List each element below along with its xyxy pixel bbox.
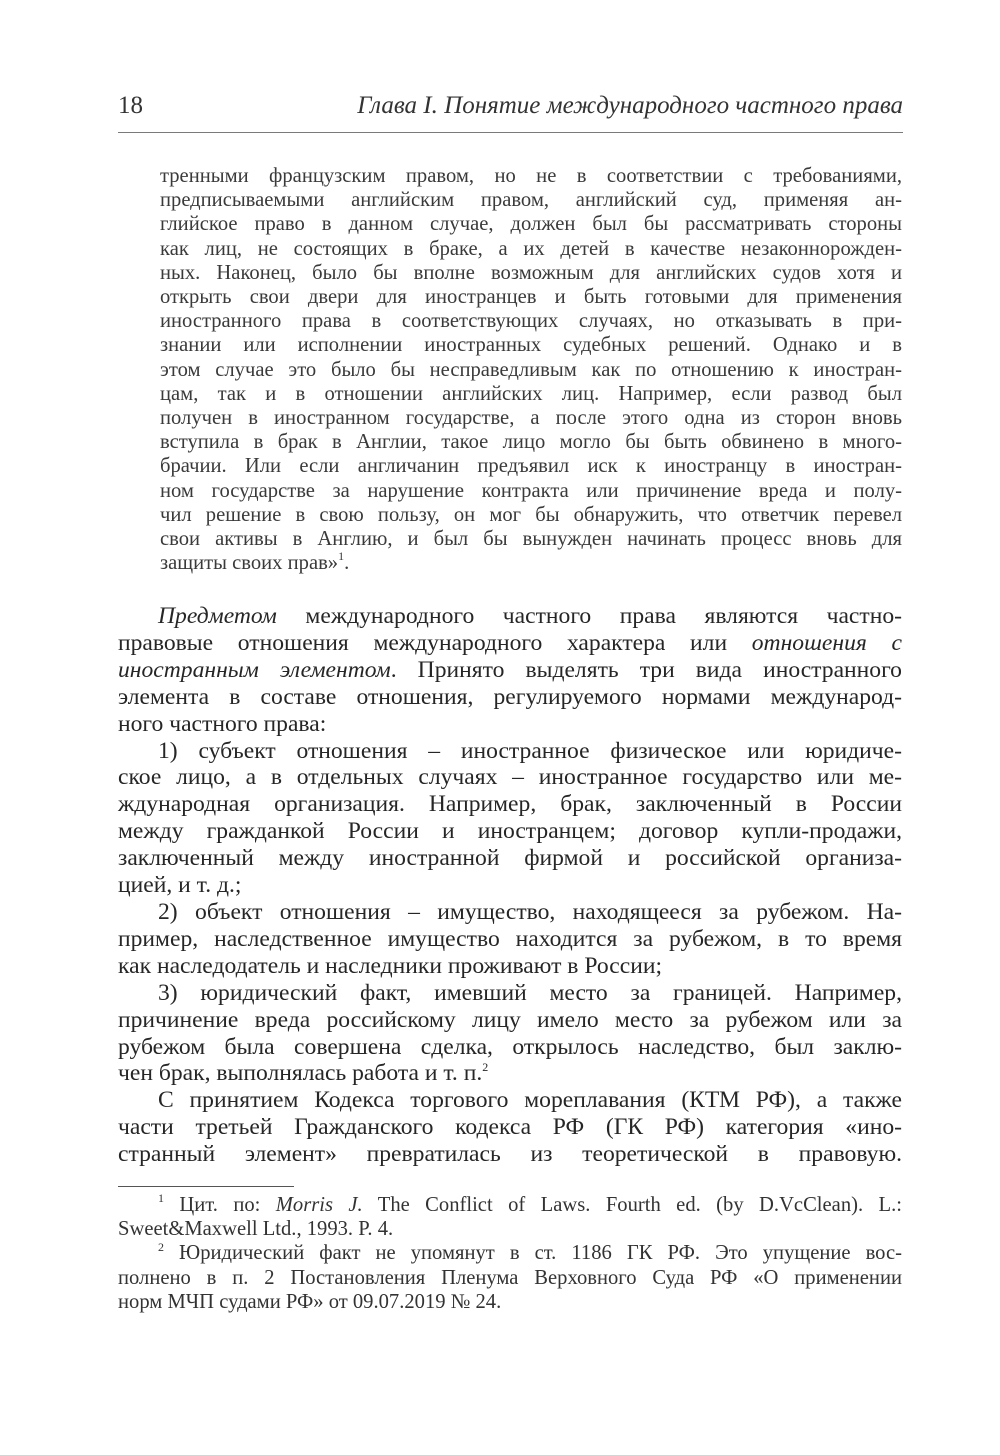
quote-line: открыть свои двери для иностранцев и быть готовыми для применения [160, 286, 902, 309]
text-line: части третьей Гражданского кодекса РФ (ГК РФ) категория «ино- [118, 1114, 902, 1141]
quote-line: свои активы в Англию, и был бы вынужден начинать процесс вновь для [160, 528, 902, 551]
quote-line: вступила в брак в Англии, такое лицо могло бы быть обвинено в много- [160, 431, 902, 454]
quote-line: ных. Наконец, было бы вполне возможным для английских судов хотя и [160, 261, 902, 284]
text-line: причинение вреда российскому лицу имело место за рубежом или за [118, 1006, 902, 1033]
list-item-legal-fact: 3) юридический факт, имевший место за границей. Например, причинение вреда российскому лицу имело место за рубежом или за рубежом была совершена сделка, открылось наследство, был заклю- чен брак, выполнялась работа и т. п.$^2$ [118, 979, 902, 1087]
running-title: Глава I. Понятие международного частного права [357, 92, 903, 119]
paragraph-ktm [118, 1087, 902, 1168]
quote-line: ном государстве за нарушение контракта или причинение вреда и полу- [160, 479, 902, 502]
emphasis-subject: Предметом [158, 603, 277, 629]
text-line: между гражданкой России и иностранцем; договор купли-продажи, [118, 818, 902, 845]
text-line: 2) объект отношения – имущество, находящееся за рубежом. На- [158, 898, 902, 925]
quote-line: как лиц, не состоящих в браке, а их детей в качестве незаконнорожден- [160, 237, 902, 260]
quote-line: тренными французским правом, но не в соответствии с требованиями, [160, 165, 902, 187]
text-line: цией, и т. д.; [118, 872, 242, 899]
quote-line: знании или исполнении иностранных судебных решений. Однако и в [160, 334, 902, 357]
footnote-ref-1: 1 [338, 549, 345, 564]
text-line: заключенный между иностранной фирмой и российской организа- [118, 845, 902, 872]
emphasis-foreign-element: иностранным элементом [118, 656, 391, 683]
quote-line: предписываемыми английским правом, английский суд, применяя ан- [160, 189, 902, 212]
text-line: 1) субъект отношения – иностранное физическое или юридиче- [158, 737, 902, 764]
quote-line: иностранного права в соответствующих случаях, но отказывать в при- [160, 310, 902, 333]
quote-line: брачии. Или если англичанин предъявил иск к иностранцу в иностран- [160, 455, 902, 478]
paragraph-subject: Предметом международного частного права являются частно- правовые отношения международного характера или отношения с иностранным элементом. Принято выделять три вида иностранного элемента в составе отношения, регулируемого нормами международ- ного частного права: [118, 603, 902, 737]
text-line: рубежом была совершена сделка, открылось наследство, был заклю- [118, 1033, 902, 1060]
text-line: ждународная организация. Например, брак, заключенный в России [118, 791, 902, 818]
quote-block [160, 164, 902, 575]
quote-line: глийское право в данном случае, должен был бы рассматривать стороны [160, 213, 902, 236]
text-line: пример, наследственное имущество находится за рубежом, в то время [118, 925, 902, 952]
text-line: 3) юридический факт, имевший место за границей. Например, [158, 979, 902, 1006]
footnote-1: $^1$ Цит. по: Morris J. The Conflict of Laws. Fourth ed. (by D.VcClean). L.: Sweet&Maxwell Ltd., 1993. P. 4. [118, 1191, 902, 1241]
list-item-subject [118, 738, 902, 899]
footnote-2: $^2$ Юридический факт не упомянут в ст. 1186 ГК РФ. Это упущение вос- полнено в п. 2 Постановления Пленума Верховного Суда РФ «О применении норм МЧП судами РФ» от 09.07.2019 № 24. [118, 1239, 902, 1313]
footnotes [118, 1193, 902, 1314]
quote-lines [160, 164, 902, 551]
text-line: С принятием Кодекса торгового мореплавания (КТМ РФ), а также [158, 1087, 902, 1114]
footnote-ref-2: 2 [482, 1059, 489, 1074]
quote-last-line: защиты своих прав»$^1$. [160, 549, 350, 575]
quote-line: этом случае это было бы несправедливым как по отношению к иностран- [160, 358, 902, 381]
text-line: как наследодатель и наследники проживают в России; [118, 952, 663, 979]
emphasis-relations: отношения с [751, 629, 902, 656]
page-header [118, 92, 903, 132]
text-line: странный элемент» превратилась из теоретической в правовую. [118, 1141, 902, 1168]
page-number: 18 [118, 92, 143, 119]
quote-line: цам, так и в отношении английских лиц. Например, если развод был [160, 382, 902, 405]
list-item-object [118, 899, 902, 980]
quote-line: получен в иностранном государстве, а после этого одна из сторон вновь [160, 407, 902, 430]
header-rule [118, 132, 903, 133]
main-text [118, 603, 902, 1168]
footnote-rule [118, 1186, 294, 1187]
quote-line: чил решение в свою пользу, он мог бы обнаружить, что ответчик перевел [160, 503, 902, 526]
text-line: ское лицо, а в отдельных случаях – иностранное государство или ме- [118, 764, 902, 791]
